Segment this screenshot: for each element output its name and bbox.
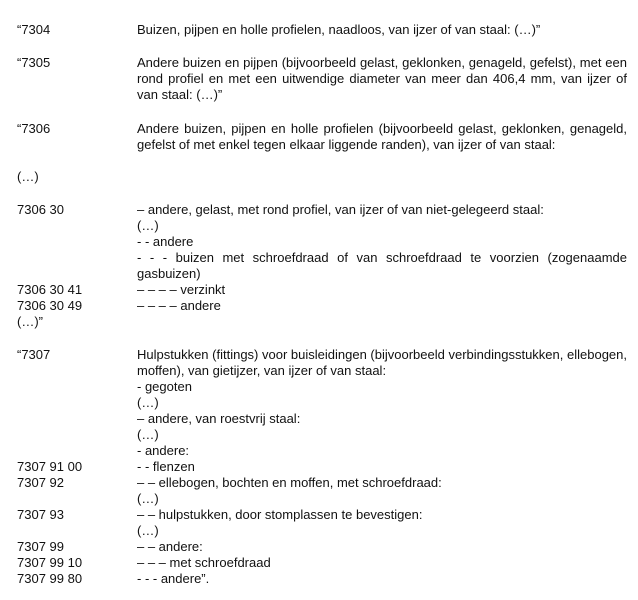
entry-code-7307-92: 7307 92 — [17, 475, 64, 490]
ellipsis-text: (…) — [137, 523, 159, 538]
entry-text-7305: Andere buizen en pijpen (bijvoorbeeld gelast, geklonken, genageld, gefelst), met een rond profiel en met een uitwendige diameter van meer dan 406,4 mm, van ijzer of van staal: (…)” — [137, 55, 627, 102]
entry-text-7307: Hulpstukken (fittings) voor buisleidingen (bijvoorbeeld verbindingsstukken, ellebogen, moffen), van gietijzer, van ijzer of van staal: — [137, 347, 627, 378]
entry-text-7307-91-00: - - flenzen — [137, 459, 195, 474]
entry-code-7307-99: 7307 99 — [17, 539, 64, 554]
subheading-text: - - - buizen met schroefdraad of van schroefdraad te voorzien (zogenaamde gasbuizen) — [137, 250, 627, 281]
entry-text-7306-30-41: – – – – verzinkt — [137, 282, 226, 297]
entry-code-7307-93: 7307 93 — [17, 507, 64, 522]
entry-code-7307-99-80: 7307 99 80 — [17, 571, 83, 586]
entry-code-7306-30-41: 7306 30 41 — [17, 282, 83, 297]
entry-text-7306-30-49: – – – – andere — [137, 298, 221, 313]
entry-text-7307-99: – – andere: — [137, 539, 203, 554]
entry-text-7307-93: – – hulpstukken, door stomplassen te bevestigen: — [137, 507, 423, 522]
ellipsis-code: (…)” — [17, 314, 43, 329]
ellipsis-text: (…) — [137, 427, 159, 442]
entry-code-7306-30: 7306 30 — [17, 202, 64, 217]
entry-code-7305: “7305 — [17, 55, 51, 70]
entry-text-7307-99-80: - - - andere”. — [137, 571, 210, 586]
ellipsis-text: (…) — [137, 491, 159, 506]
entry-code-7307: “7307 — [17, 347, 51, 362]
entry-code-7306: “7306 — [17, 121, 51, 136]
subheading-text: - andere: — [137, 443, 190, 458]
entry-code-7304: “7304 — [17, 22, 51, 37]
entry-text-7306-30: – andere, gelast, met rond profiel, van ijzer of van niet-gelegeerd staal: — [137, 202, 544, 217]
entry-text-7307-99-10: – – – met schroefdraad — [137, 555, 271, 570]
ellipsis-text: (…) — [137, 218, 159, 233]
entry-code-7307-91-00: 7307 91 00 — [17, 459, 83, 474]
entry-text-7306: Andere buizen, pijpen en holle profielen (bijvoorbeeld gelast, geklonken, genageld, gefelst of met enkel tegen elkaar liggende randen), van ijzer of van staal: — [137, 121, 627, 152]
subheading-text: – andere, van roestvrij staal: — [137, 411, 301, 426]
subheading-text: - - andere — [137, 234, 194, 249]
ellipsis-text: (…) — [137, 395, 159, 410]
entry-text-7304: Buizen, pijpen en holle profielen, naadloos, van ijzer of van staal: (…)” — [137, 22, 541, 37]
entry-code-7307-99-10: 7307 99 10 — [17, 555, 83, 570]
entry-text-7307-92: – – ellebogen, bochten en moffen, met schroefdraad: — [137, 475, 442, 490]
ellipsis-code: (…) — [17, 169, 39, 184]
entry-code-7306-30-49: 7306 30 49 — [17, 298, 83, 313]
subheading-text: - gegoten — [137, 379, 192, 394]
